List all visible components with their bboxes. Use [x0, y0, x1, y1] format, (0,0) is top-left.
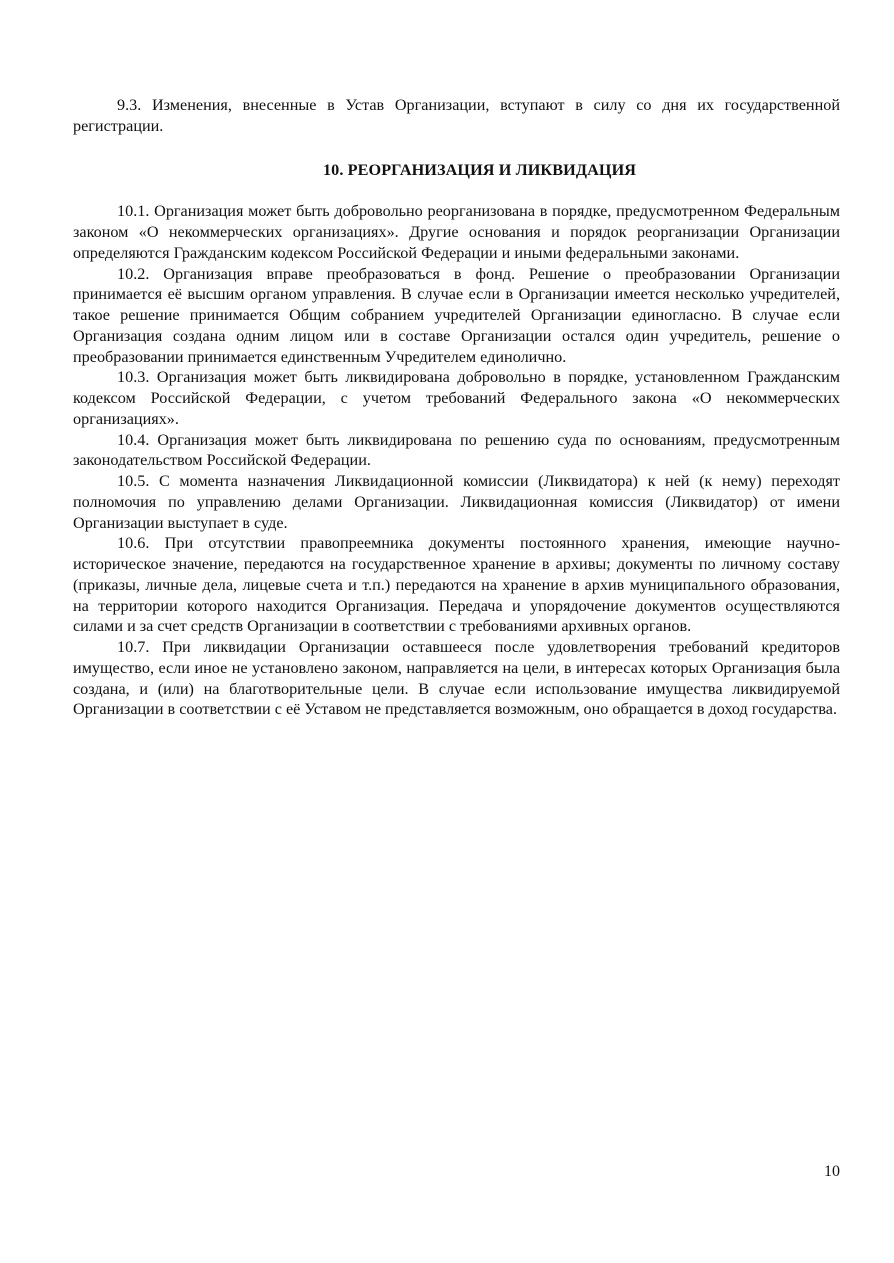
paragraph-10-2: 10.2. Организация вправе преобразоваться в фонд. Решение о преобразовании Организации принимается её высшим органом управления. В случае если в Организации имеется несколько учредителей, такое решение принимается Общим собранием учредителей Организации единогласно. В случае если Организация создана одним лицом или в составе Организации остался один учредитель, решение о преобразовании принимается единственным Учредителем единолично.: [73, 264, 840, 366]
document-page: [73, 95, 840, 720]
page-number: 10: [824, 1163, 840, 1180]
paragraph-10-1: 10.1. Организация может быть добровольно реорганизована в порядке, предусмотренном Федеральным законом «О некоммерческих организациях». Другие основания и порядок реорганизации Организации определяются Гражданским кодексом Российской Федерации и иными федеральными законами.: [73, 202, 840, 262]
paragraph-10-7: 10.7. При ликвидации Организации оставшееся после удовлетворения требований кредиторов имущество, если иное не установлено законом, направляется на цели, в интересах которых Организация была создана, и (или) на благотворительные цели. В случае если использование имущества ликвидируемой Организации в соответствии с её Уставом не представляется возможным, оно обращается в доход государства.: [73, 638, 840, 719]
section-heading: 10. РЕОРГАНИЗАЦИЯ И ЛИКВИДАЦИЯ: [322, 160, 637, 179]
paragraph-10-3: 10.3. Организация может быть ликвидирована добровольно в порядке, установленном Гражданским кодексом Российской Федерации, с учетом требований Федерального закона «О некоммерческих организациях».: [73, 368, 840, 428]
paragraph-10-5: 10.5. С момента назначения Ликвидационной комиссии (Ликвидатора) к ней (к нему) переходят полномочия по управлению делами Организации. Ликвидационная комиссия (Ликвидатор) от имени Организации выступает в суде.: [73, 472, 840, 532]
paragraph-10-4: 10.4. Организация может быть ликвидирована по решению суда по основаниям, предусмотренным законодательством Российской Федерации.: [73, 430, 840, 470]
paragraph-9-3: 9.3. Изменения, внесенные в Устав Организации, вступают в силу со дня их государственной регистрации.: [73, 96, 840, 135]
paragraph-10-6: 10.6. При отсутствии правопреемника документы постоянного хранения, имеющие научно-историческое значение, передаются на государственное хранение в архивы; документы по личному составу (приказы, личные дела, лицевые счета и т.п.) передаются на хранение в архив муниципального образования, на территории которого находится Организация. Передача и упорядочение документов осуществляются силами и за счет средств Организации в соответствии с требованиями архивных органов.: [73, 534, 840, 636]
